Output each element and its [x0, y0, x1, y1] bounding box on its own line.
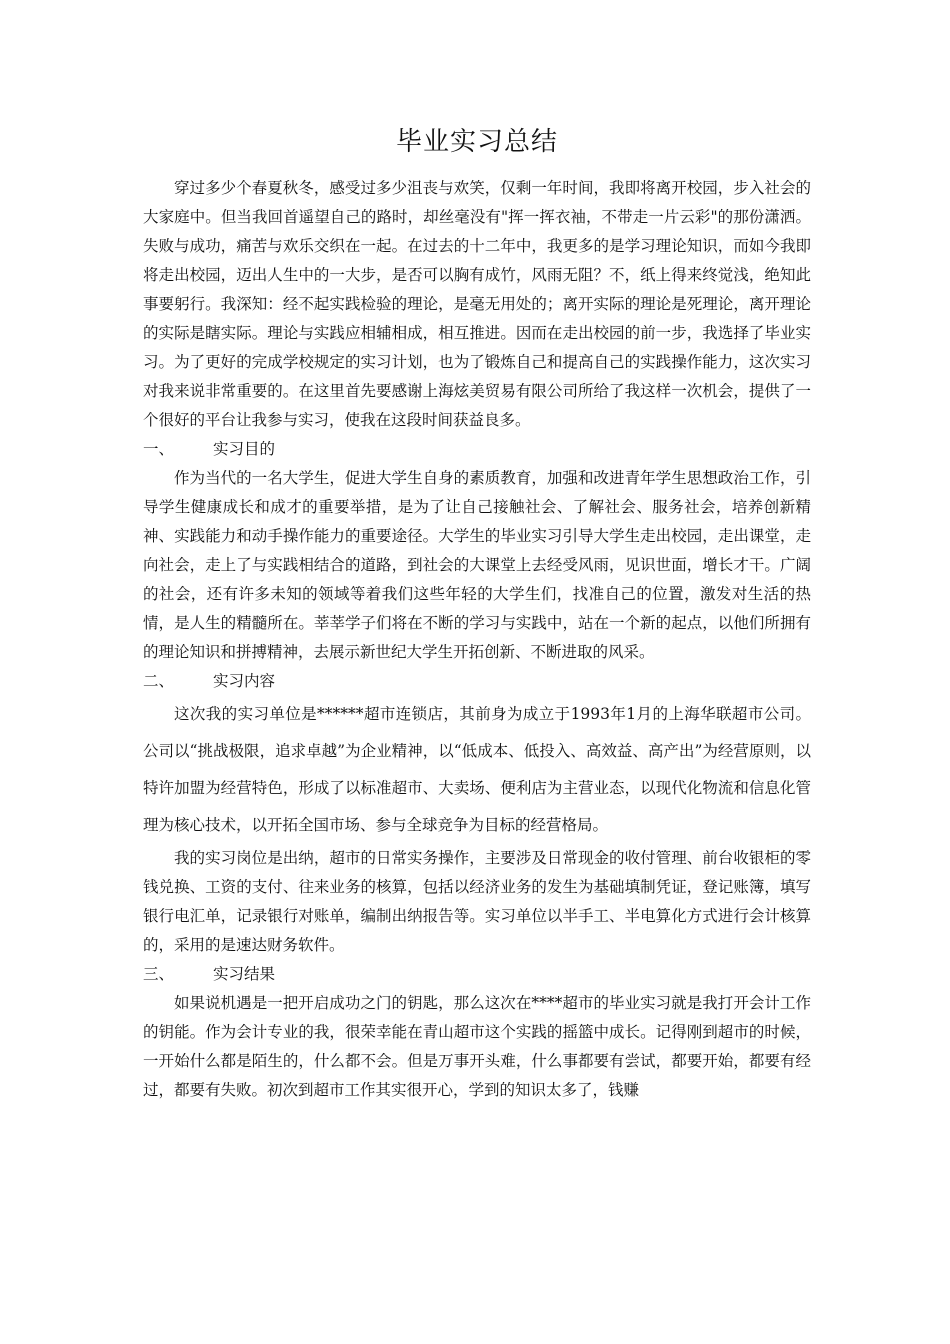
document-title: 毕业实习总结 [395, 127, 558, 157]
section-paragraph: 作为当代的一名大学生，促进大学生自身的素质教育，加强和改进青年学生思想政治工作，引导学生健康成长和成才的重要举措，是为了让自己接触社会、了解社会、服务社会，培养创新精神、实践能力和动手操作能力的重要途径。大学生的毕业实习引导大学生走出校园，走出课堂，走向社会，走上了与实践相结合的道路，到社会的大课堂上去经受风雨，见识世面，增长才干。广阔的社会，还有许多未知的领域等着我们这些年轻的大学生们，找准自己的位置，激发对生活的热情，是人生的精髓所在。莘莘学子们将在不断的学习与实践中，站在一个新的起点，以他们所拥有的理论知识和拼搏精神，去展示新世纪大学生开拓创新、不断进取的风采。 [143, 469, 811, 661]
section-paragraph: 如果说机遇是一把开启成功之门的钥匙，那么这次在****超市的毕业实习就是我打开会计工作的钥能。作为会计专业的我，很荣幸能在青山超市这个实践的摇篮中成长。记得刚到超市的时候，一开始什么都是陌生的，什么都不会。但是万事开头难，什么事都要有尝试，都要开始，都要有经过，都要有失败。初次到超市工作其实很开心，学到的知识太多了，钱赚 [143, 994, 811, 1099]
section-paragraph: 这次我的实习单位是******超市连锁店，其前身为成立于1993年1月的上海华联超市公司。公司以“挑战极限，追求卓越”为企业精神，以“低成本、低投入、高效益、高产出”为经营原则，以特许加盟为经营特色，形成了以标准超市、大卖场、便利店为主营业态，以现代化物流和信息化管理为核心技术，以开拓全国市场、参与全球竞争为目标的经营格局。 [143, 705, 811, 834]
section-title: 实习结果 [213, 965, 276, 983]
section-heading-content [143, 667, 811, 696]
section-number: 三、 [143, 965, 175, 983]
section-number: 一、 [143, 440, 175, 458]
section-title: 实习目的 [213, 440, 276, 458]
section-title: 实习内容 [213, 672, 276, 690]
section-heading-result [143, 960, 811, 989]
document-body [143, 122, 811, 1105]
section-number: 二、 [143, 672, 175, 690]
intro-paragraph: 穿过多少个春夏秋冬，感受过多少沮丧与欢笑，仅剩一年时间，我即将离开校园，步入社会的大家庭中。但当我回首遥望自己的路时，却丝毫没有"挥一挥衣袖，不带走一片云彩"的那份潇洒。失败与成功，痛苦与欢乐交织在一起。在过去的十二年中，我更多的是学习理论知识，而如今我即将走出校园，迈出人生中的一大步，是否可以胸有成竹，风雨无阻？不，纸上得来终觉浅，绝知此事要躬行。我深知：经不起实践检验的理论，是毫无用处的；离开实际的理论是死理论，离开理论的实际是瞎实际。理论与实践应相辅相成，相互推进。因而在走出校园的前一步，我选择了毕业实习。为了更好的完成学校规定的实习计划，也为了锻炼自己和提高自己的实践操作能力，这次实习对我来说非常重要的。在这里首先要感谢上海炫美贸易有限公司所给了我这样一次机会，提供了一个很好的平台让我参与实习，使我在这段时间获益良多。 [143, 179, 811, 429]
section-paragraph: 我的实习岗位是出纳，超市的日常实务操作，主要涉及日常现金的收付管理、前台收银柜的零钱兑换、工资的支付、往来业务的核算，包括以经济业务的发生为基础填制凭证，登记账簿，填写银行电汇单，记录银行对账单，编制出纳报告等。实习单位以半手工、半电算化方式进行会计核算的，采用的是速达财务软件。 [143, 849, 811, 954]
section-heading-purpose [143, 435, 811, 464]
